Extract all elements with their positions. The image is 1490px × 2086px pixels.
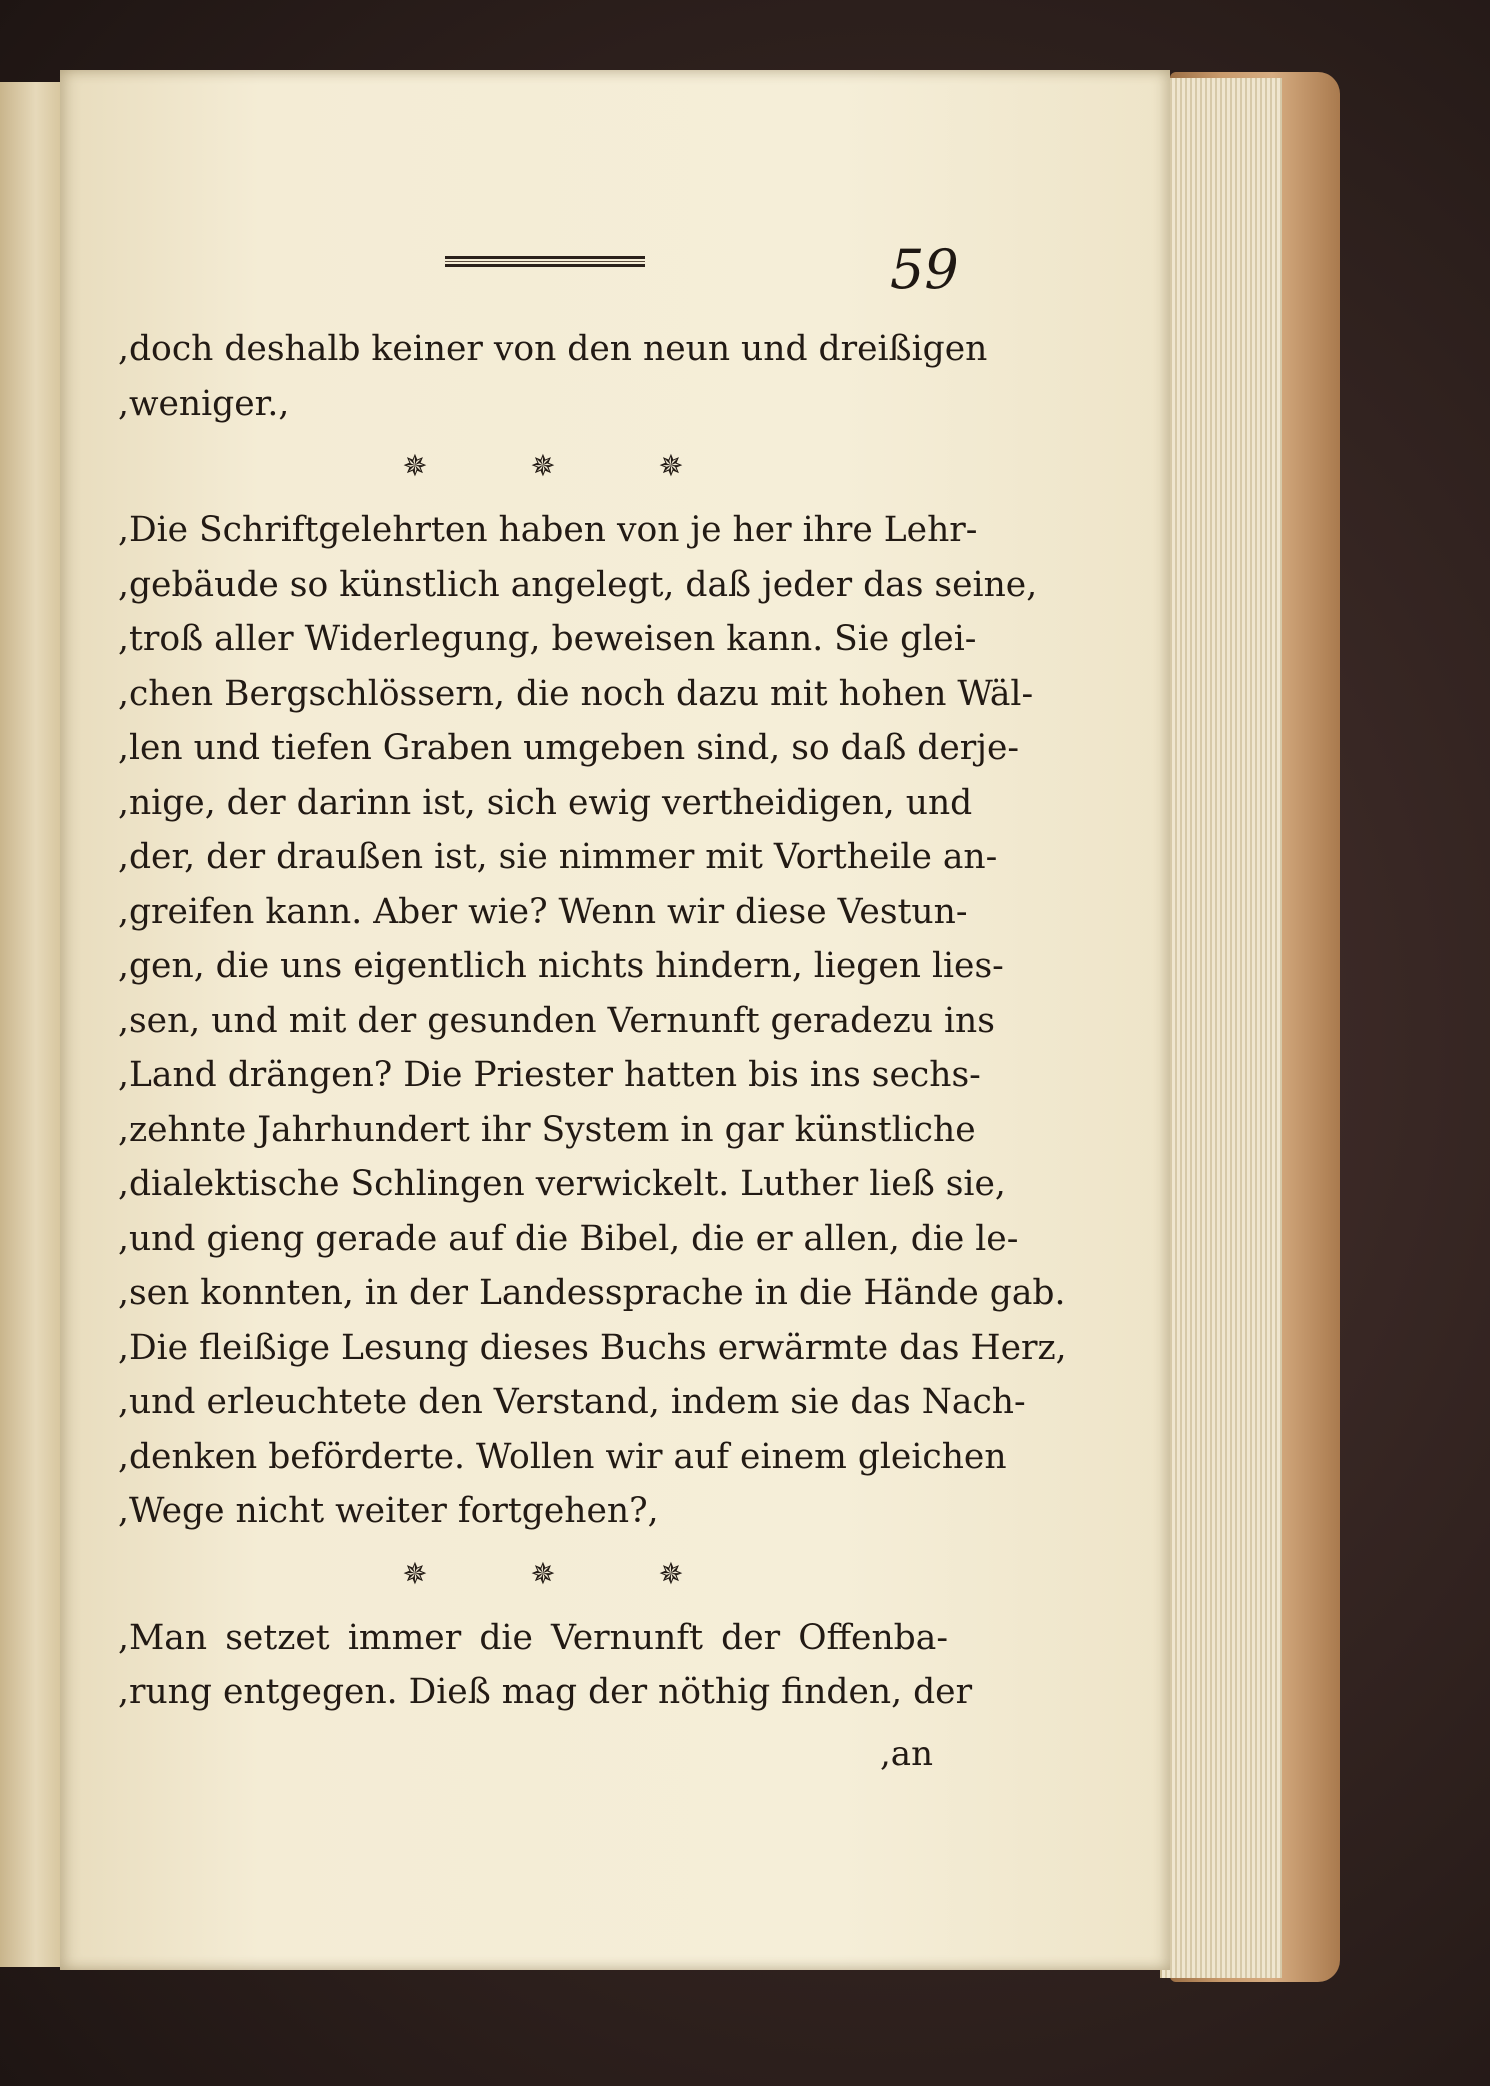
text-line: ,Die Schriftgelehrten haben von je her ihre Lehr- xyxy=(118,510,978,550)
text-line: ,dialektische Schlingen verwickelt. Luther ließ sie, xyxy=(118,1164,1006,1204)
catchword: ,an xyxy=(880,1734,933,1774)
text-line: ,chen Bergschlössern, die noch dazu mit hohen Wäl- xyxy=(118,673,1034,714)
text-line: ,gen, die uns eigentlich nichts hindern, liegen lies- xyxy=(118,946,1004,986)
header-rule xyxy=(445,256,645,267)
text-line: ,der, der draußen ist, sie nimmer mit Vortheile an- xyxy=(118,837,998,877)
page-stack-edge xyxy=(1160,78,1282,1978)
text-line: ,und gieng gerade auf die Bibel, die er allen, die le- xyxy=(118,1218,1019,1259)
section-ornament xyxy=(118,431,948,503)
text-line: ,und erleuchtete den Verstand, indem sie das Nach- xyxy=(118,1382,1026,1422)
text-line: ,weniger., xyxy=(118,383,290,424)
text-line: ,Land drängen? Die Priester hatten bis ins sechs- xyxy=(118,1055,981,1095)
text-line: ,Die fleißige Lesung dieses Buchs erwärmte das Herz, xyxy=(118,1327,1067,1368)
page-text xyxy=(118,322,1067,1720)
text-line: ,len und tiefen Graben umgeben sind, so daß derje- xyxy=(118,728,1020,768)
text-line: ,nige, der darinn ist, sich ewig vertheidigen, und xyxy=(118,782,973,823)
asterism-icon: ✵ xyxy=(402,449,428,484)
text-line: ,Man setzet immer die Vernunft der Offenba- xyxy=(118,1617,948,1658)
text-line: ,Wege nicht weiter fortgehen?, xyxy=(118,1491,659,1531)
text-line: ,zehnte Jahrhundert ihr System in gar künstliche xyxy=(118,1109,976,1150)
facing-page-edge xyxy=(0,82,62,1967)
text-line: ,troß aller Widerlegung, beweisen kann. Sie glei- xyxy=(118,619,977,659)
text-line: ,gebäude so künstlich angelegt, daß jeder das seine, xyxy=(118,564,1038,605)
asterism-icon: ✵ xyxy=(658,1556,684,1592)
page-number: 59 xyxy=(890,238,959,301)
text-line: ,sen, und mit der gesunden Vernunft geradezu ins xyxy=(118,1000,995,1041)
text-line: ,denken beförderte. Wollen wir auf einem gleichen xyxy=(118,1436,1007,1477)
asterism-icon: ✵ xyxy=(658,449,684,484)
text-line: ,doch deshalb keiner von den neun und dreißigen xyxy=(118,329,988,369)
text-line: ,rung entgegen. Dieß mag der nöthig finden, der xyxy=(118,1672,973,1712)
asterism-icon: ✵ xyxy=(530,1556,556,1592)
asterism-icon: ✵ xyxy=(530,449,556,484)
section-ornament xyxy=(118,1539,948,1611)
text-line: ,greifen kann. Aber wie? Wenn wir diese Vestun- xyxy=(118,891,968,932)
text-line: ,sen konnten, in der Landessprache in die Hände gab. xyxy=(118,1273,1066,1313)
asterism-icon: ✵ xyxy=(402,1556,428,1592)
